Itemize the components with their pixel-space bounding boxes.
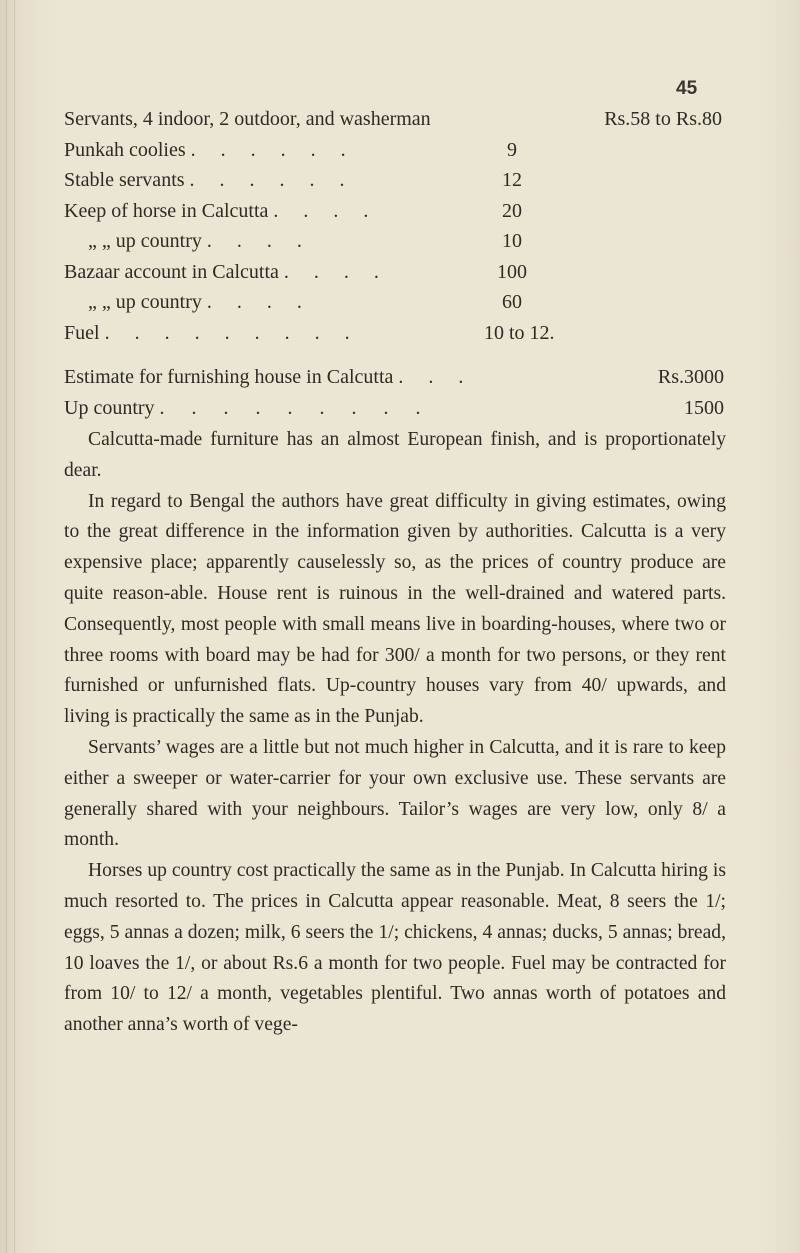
paragraph: In regard to Bengal the authors have great difficulty in giving estimates, owing to the great difference in the information given by authorities. Calcutta is a very expensive place; apparently causelessly so, as the prices of country produce are quite reason-able. House rent is ruinous in the well-drained and watered parts. Consequently, most people with small means live in boarding-houses, where two or three rooms with board may be had for 300/ a month for two persons, or they rent furnished or unfurnished flats. Up-country houses vary from 40/ upwards, and living is practically the same as in the Punjab. [64,490,726,728]
expense-amount: Rs.58 to Rs.80 [604,108,722,130]
estimate-row [64,362,724,393]
estimate-amount: 1500 [684,396,724,419]
expense-row [64,196,724,227]
page-number: 45 [676,78,698,99]
expense-amount: 100 [497,260,527,283]
expense-row [64,318,724,349]
body-text [64,425,726,1041]
paragraph: Servants’ wages are a little but not much higher in Calcutta, and it is rare to keep either a sweeper or water-carrier for your own exclusive use. These servants are generally shared with your neighbours. Tailor’s wages are very low, only 8/ a month. [64,736,726,851]
expense-label: Punkah coolies . . . . . . [64,138,356,161]
expense-amount: 12 [502,169,522,191]
expense-amount: 10 [502,230,522,252]
estimate-table [64,362,724,423]
expense-amount: 9 [507,138,517,161]
expense-label: Fuel . . . . . . . . . [64,321,360,344]
expense-row [64,226,724,257]
expense-label: Stable servants . . . . . . [64,169,355,191]
paragraph: Horses up country cost practically the same as in the Punjab. In Calcutta hiring is much resorted to. The prices in Calcutta appear reasonable. Meat, 8 seers the 1/; eggs, 5 annas a dozen; milk, 6 seers the 1/; chickens, 4 annas; ducks, 5 annas; bread, 10 loaves the 1/, or about Rs.6 a month for two people. Fuel may be contracted for from 10/ to 12/ a month, vegetables plentiful. Two annas worth of potatoes and another anna’s worth of vege- [64,860,726,1036]
expense-label: „ „ up country . . . . [88,230,312,252]
expense-table [64,104,724,348]
expense-row [64,104,724,135]
expense-amount: 20 [502,199,522,222]
expense-row [64,165,724,196]
estimate-label: Estimate for furnishing house in Calcutta . . . [64,366,474,388]
expense-label: „ „ up country . . . . [88,291,312,313]
expense-amount: 10 to 12. [484,321,555,344]
estimate-amount: Rs.3000 [657,366,724,388]
page-edge-line [14,0,15,1253]
paragraph: Calcutta-made furniture has an almost European finish, and is proportionately dear. [64,429,726,481]
page-edge-line [6,0,7,1253]
expense-label: Servants, 4 indoor, 2 outdoor, and washerman [64,108,431,130]
expense-row [64,287,724,318]
estimate-row [64,393,724,424]
expense-row [64,135,724,166]
expense-label: Keep of horse in Calcutta . . . . [64,199,379,222]
expense-amount: 60 [502,291,522,313]
expense-label: Bazaar account in Calcutta . . . . [64,260,389,283]
expense-row [64,257,724,288]
estimate-label: Up country . . . . . . . . . [64,396,432,419]
